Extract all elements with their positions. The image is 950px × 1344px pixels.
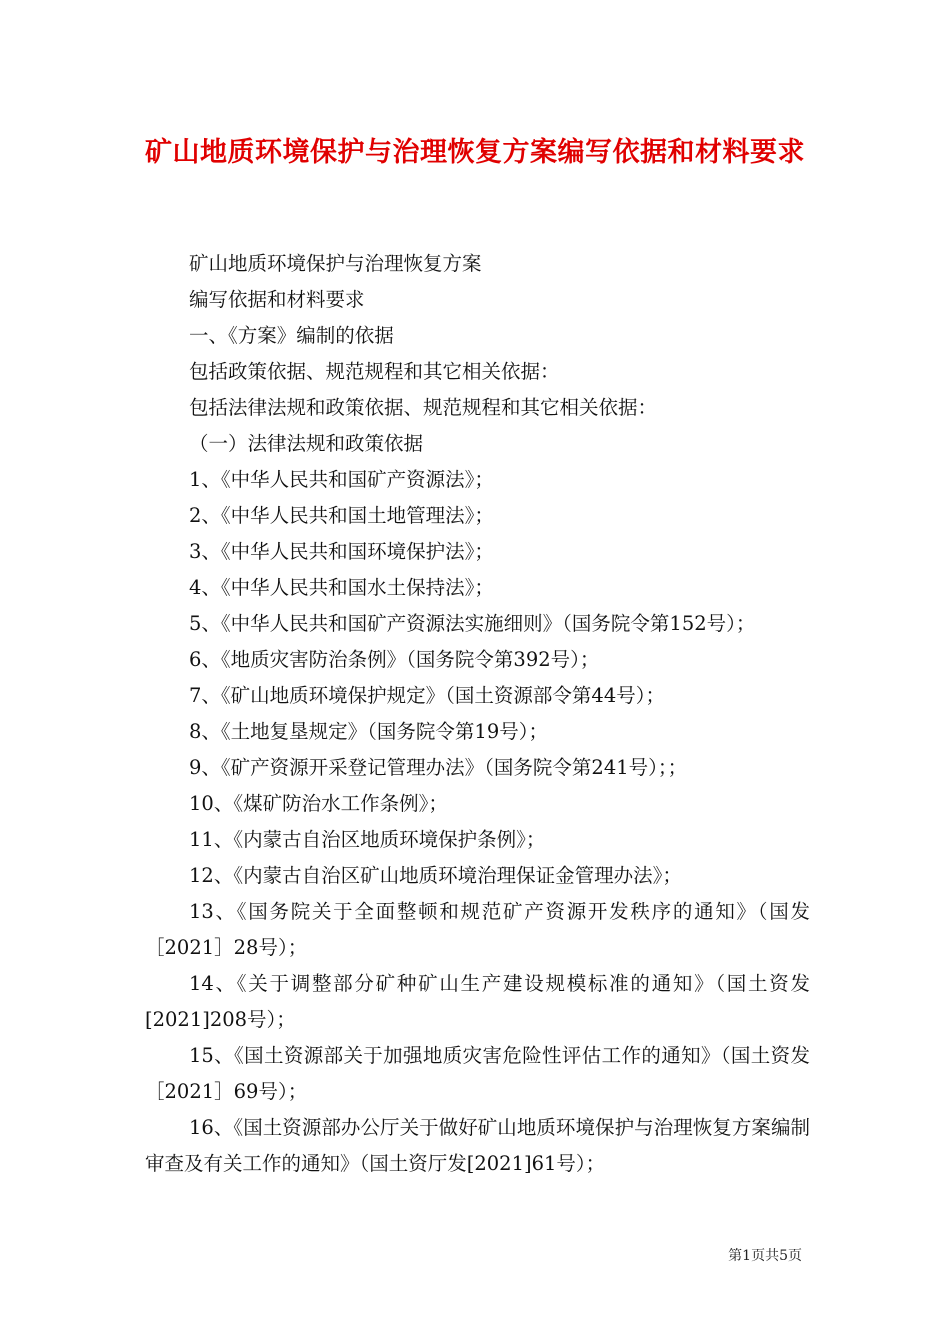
list-item: 10、《煤矿防治水工作条例》； [189, 792, 448, 815]
body-line: 编写依据和材料要求 [189, 288, 365, 311]
list-item: 13、《国务院关于全面整顿和规范矿产资源开发秩序的通知》（国发［2021］28号）； [145, 900, 810, 959]
list-item: 9、《矿产资源开采登记管理办法》（国务院令第241号）；； [189, 756, 688, 779]
list-item: 16、《国土资源部办公厅关于做好矿山地质环境保护与治理恢复方案编制审查及有关工作的通知》（国土资厅发[2021]61号）； [145, 1116, 810, 1175]
list-item: 11、《内蒙古自治区地质环境保护条例》； [189, 828, 546, 851]
list-item: 5、《中华人民共和国矿产资源法实施细则》（国务院令第152号）； [189, 612, 756, 635]
list-item: 8、《土地复垦规定》（国务院令第19号）； [189, 720, 548, 743]
document-title: 矿山地质环境保护与治理恢复方案编写依据和材料要求 [145, 137, 805, 168]
page-number: 第1页共5页 [728, 1248, 802, 1264]
body-line: 包括法律法规和政策依据、规范规程和其它相关依据： [189, 396, 658, 419]
list-item: 12、《内蒙古自治区矿山地质环境治理保证金管理办法》； [189, 864, 682, 887]
section-heading: 一、《方案》编制的依据 [189, 324, 394, 347]
list-item: 1、《中华人民共和国矿产资源法》； [189, 468, 494, 491]
list-item: 7、《矿山地质环境保护规定》（国土资源部令第44号）； [189, 684, 665, 707]
body-line: 包括政策依据、规范规程和其它相关依据： [189, 360, 560, 383]
list-item: 3、《中华人民共和国环境保护法》； [189, 540, 494, 563]
list-item: 14、《关于调整部分矿种矿山生产建设规模标准的通知》（国土资发[2021]208号）； [145, 972, 810, 1031]
list-item: 6、《地质灾害防治条例》（国务院令第392号）； [189, 648, 600, 671]
body-line: 矿山地质环境保护与治理恢复方案 [189, 252, 482, 275]
list-item: 15、《国土资源部关于加强地质灾害危险性评估工作的通知》（国土资发［2021］69号）； [145, 1044, 810, 1103]
list-item: 4、《中华人民共和国水土保持法》； [189, 576, 494, 599]
list-item: 2、《中华人民共和国土地管理法》； [189, 504, 494, 527]
subsection-heading: （一）法律法规和政策依据 [189, 432, 424, 455]
document-body [145, 246, 810, 1182]
